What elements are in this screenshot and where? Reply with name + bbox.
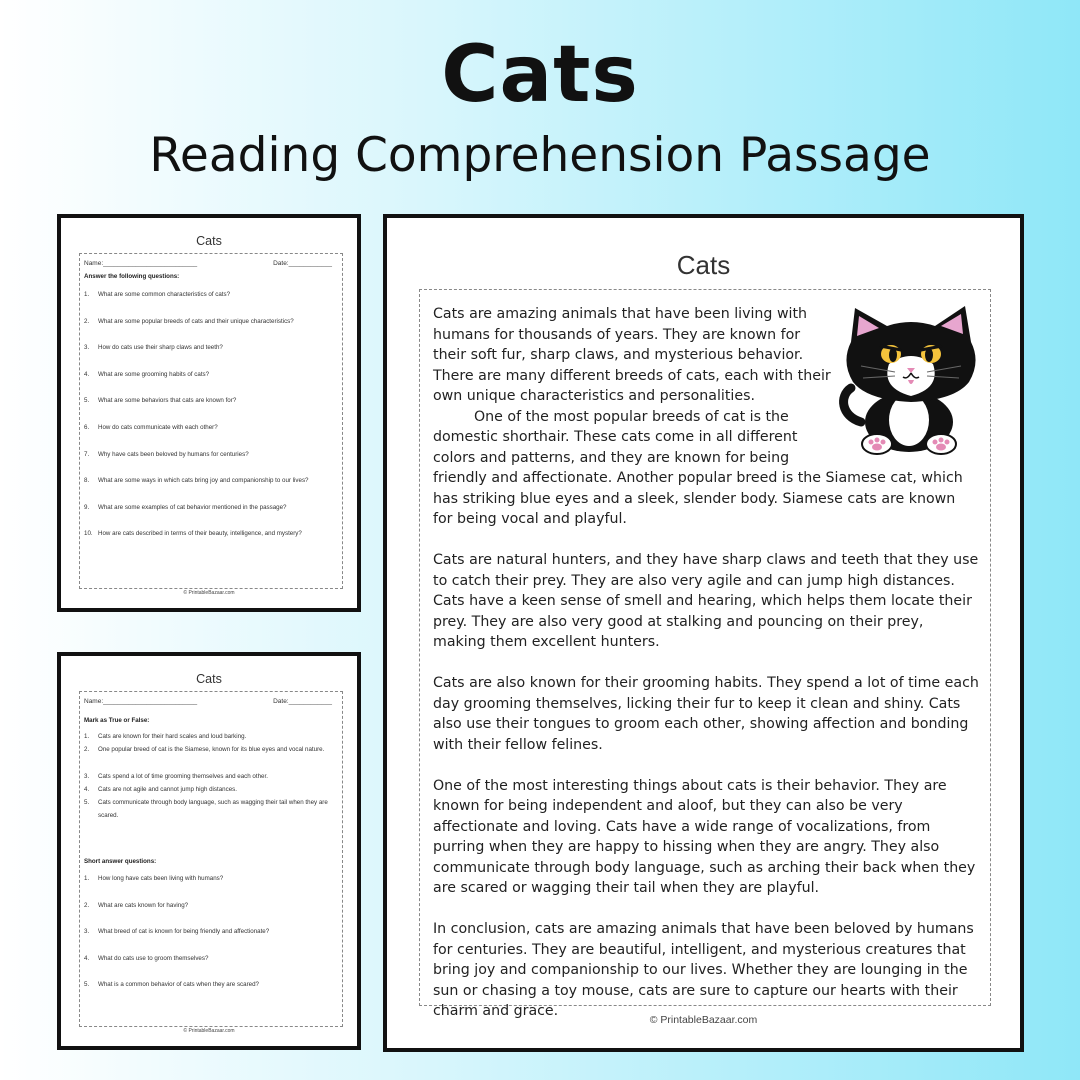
item-text: Cats communicate through body language, such as wagging their tail when they are scared. bbox=[98, 799, 328, 819]
passage-paragraph-5: One of the most interesting things about cats is their behavior. They are known for being independent and aloof, but they can also be very affectionate and loving. Cats have a wide range of vocalizations, from purring when they are happy to hissing when they are angry. They also communicate through body language, such as arching their back when they are scared or wagging their tail when they are playful. bbox=[433, 777, 976, 896]
item-text: How long have cats been living with humans? bbox=[98, 875, 224, 882]
list-item bbox=[84, 527, 334, 540]
worksheet-questions-preview bbox=[57, 214, 361, 612]
item-number: 4. bbox=[84, 954, 90, 962]
item-number: 5. bbox=[84, 397, 90, 405]
passage-paragraph-3: Cats are natural hunters, and they have sharp claws and teeth that they use to catch their prey. They are also very agile and can jump high distances. Cats have a keen sense of smell and hearing, which helps them locate their prey. They are also very good at stalking and pouncing on their prey, making them excellent hunters. bbox=[433, 552, 979, 650]
passage-paragraph-4: Cats are also known for their grooming habits. They spend a lot of time each day grooming themselves, licking their fur to keep it clean and shiny. Cats also use their tongues to groom each other, showing affection and bonding with their fellow felines. bbox=[433, 675, 979, 753]
passage-page bbox=[383, 214, 1024, 1052]
item-number: 10. bbox=[84, 530, 93, 538]
passage-paragraph-1: Cats are amazing animals that have been living with humans for thousands of years. They are known for their soft fur, sharp claws, and mysterious behavior. There are many different breeds of cats, each with their own unique characteristics and personalities. bbox=[433, 306, 831, 404]
item-number: 1. bbox=[84, 291, 90, 298]
item-number: 8. bbox=[84, 477, 90, 485]
list-item bbox=[84, 315, 334, 328]
item-text: What are some behaviors that cats are known for? bbox=[98, 397, 237, 405]
worksheet-title: Cats bbox=[196, 672, 222, 686]
worksheet-border bbox=[79, 691, 343, 1027]
item-number: 5. bbox=[84, 981, 90, 989]
item-text: Cats spend a lot of time grooming themselves and each other. bbox=[98, 773, 268, 780]
short-answer-heading: Short answer questions: bbox=[84, 858, 157, 865]
list-item bbox=[84, 394, 334, 407]
name-date-row bbox=[84, 260, 338, 267]
list-item bbox=[84, 770, 334, 783]
list-item bbox=[84, 288, 334, 301]
cat-icon bbox=[837, 304, 985, 456]
page-title: Cats bbox=[441, 30, 639, 120]
passage-title: Cats bbox=[676, 250, 731, 280]
list-item bbox=[84, 796, 334, 822]
item-text: Cats are not agile and cannot jump high distances. bbox=[98, 786, 237, 793]
item-text: What are some popular breeds of cats and their unique characteristics? bbox=[98, 317, 294, 325]
list-item bbox=[84, 899, 334, 912]
item-text: What are some examples of cat behavior mentioned in the passage? bbox=[98, 503, 287, 511]
list-item bbox=[84, 925, 334, 938]
questions-instruction: Answer the following questions: bbox=[84, 273, 180, 280]
list-item bbox=[84, 730, 334, 743]
list-item bbox=[84, 501, 334, 514]
worksheet-title: Cats bbox=[196, 234, 222, 248]
item-number: 7. bbox=[84, 450, 90, 458]
worksheet-footer: © PrintableBazaar.com bbox=[183, 1028, 235, 1034]
item-number: 1. bbox=[84, 733, 90, 740]
item-number: 4. bbox=[84, 786, 90, 793]
item-text: What are some common characteristics of cats? bbox=[98, 291, 231, 298]
item-number: 1. bbox=[84, 875, 90, 882]
page-subtitle: Reading Comprehension Passage bbox=[149, 128, 931, 183]
passage-paragraph-2: One of the most popular breeds of cat is the domestic shorthair. These cats come in all different colors and patterns, and they are known for being friendly and affectionate. Another popular breed is the Siamese cat, which has striking blue eyes and a sleek, slender body. Siamese cats are known for being vocal and playful. bbox=[433, 408, 963, 527]
item-text: How are cats described in terms of their beauty, intelligence, and mystery? bbox=[98, 530, 302, 538]
name-field-label: Name:__________________________ bbox=[84, 698, 198, 705]
worksheet-true-false-preview bbox=[57, 652, 361, 1050]
date-field-label: Date:____________ bbox=[273, 698, 332, 705]
date-field-label: Date:____________ bbox=[273, 260, 332, 267]
item-text: How do cats use their sharp claws and teeth? bbox=[98, 344, 223, 352]
worksheet-footer: © PrintableBazaar.com bbox=[183, 590, 235, 596]
item-text: Cats are known for their hard scales and loud barking. bbox=[98, 733, 247, 740]
true-false-heading: Mark as True or False: bbox=[84, 717, 150, 724]
item-text: Why have cats been beloved by humans for centuries? bbox=[98, 450, 249, 458]
passage-body bbox=[433, 304, 979, 1022]
list-item bbox=[84, 368, 334, 381]
item-number: 3. bbox=[84, 928, 90, 936]
item-number: 9. bbox=[84, 503, 90, 511]
item-text: How do cats communicate with each other? bbox=[98, 424, 218, 431]
list-item bbox=[84, 743, 334, 756]
item-number: 3. bbox=[84, 344, 90, 352]
item-number: 2. bbox=[84, 317, 90, 325]
item-text: What are some ways in which cats bring joy and companionship to our lives? bbox=[98, 477, 309, 485]
list-item bbox=[84, 783, 334, 796]
list-item bbox=[84, 978, 334, 991]
list-item bbox=[84, 952, 334, 965]
item-text: What breed of cat is known for being friendly and affectionate? bbox=[98, 928, 270, 936]
passage-footer: © PrintableBazaar.com bbox=[649, 1014, 758, 1026]
item-number: 5. bbox=[84, 799, 90, 806]
item-text: What are cats known for having? bbox=[98, 901, 189, 909]
list-item bbox=[84, 341, 334, 354]
name-field-label: Name:__________________________ bbox=[84, 260, 198, 267]
list-item bbox=[84, 421, 334, 434]
list-item bbox=[84, 872, 334, 885]
item-text: What is a common behavior of cats when they are scared? bbox=[98, 981, 259, 989]
list-item bbox=[84, 448, 334, 461]
item-text: What do cats use to groom themselves? bbox=[98, 954, 209, 962]
item-number: 4. bbox=[84, 370, 90, 378]
passage-paragraph-6: In conclusion, cats are amazing animals that have been beloved by humans for centuries. They are beautiful, intelligent, and mysterious creatures that bring joy and companionship to our lives. Whether they are lounging in the sun or chasing a toy mouse, cats are sure to capture our hearts with their charm and grace. bbox=[433, 921, 974, 1019]
item-number: 3. bbox=[84, 773, 90, 780]
list-item bbox=[84, 474, 334, 487]
item-number: 2. bbox=[84, 901, 90, 909]
item-number: 2. bbox=[84, 746, 90, 753]
item-number: 6. bbox=[84, 424, 90, 431]
item-text: What are some grooming habits of cats? bbox=[98, 370, 210, 378]
name-date-row bbox=[84, 698, 338, 705]
item-text: One popular breed of cat is the Siamese, known for its blue eyes and vocal nature. bbox=[98, 746, 325, 753]
worksheet-border bbox=[79, 253, 343, 589]
